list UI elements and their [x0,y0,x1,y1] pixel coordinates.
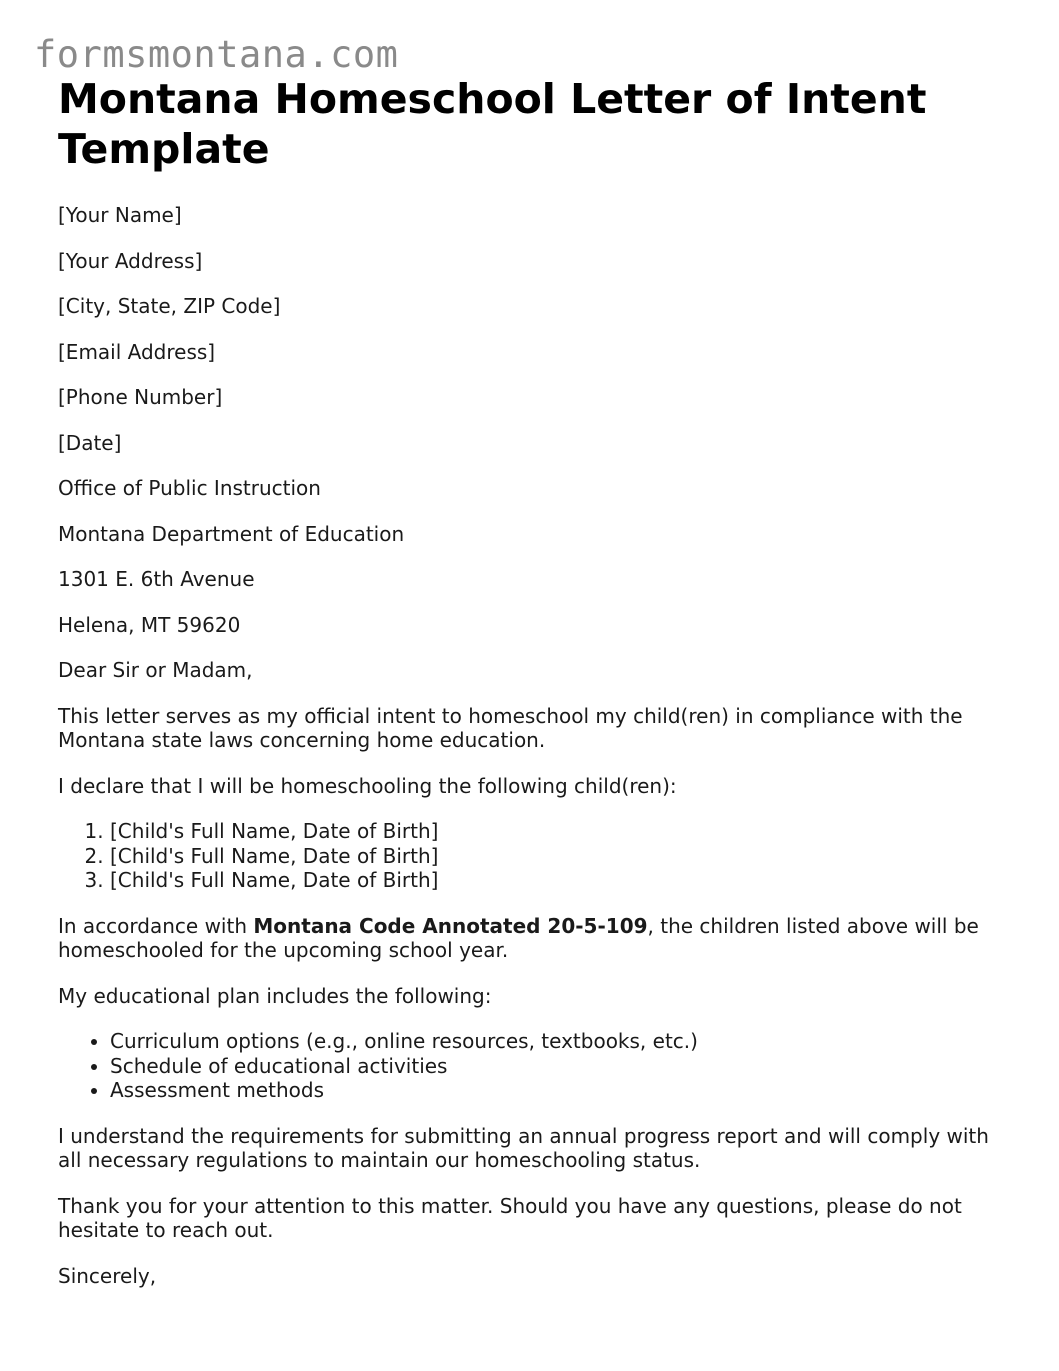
sender-city-state-zip: [City, State, ZIP Code] [58,294,281,318]
list-item: 3. [Child's Full Name, Date of Birth] [110,868,1008,893]
recipient-city: Helena, MT 59620 [58,612,241,637]
accordance-suffix: , the children listed above will be homeschooled for the upcoming school year. [58,913,979,962]
children-list [58,819,1008,893]
list-item: 1. [Child's Full Name, Date of Birth] [110,819,1008,844]
recipient-street: 1301 E. 6th Avenue [58,567,255,591]
accordance-prefix: In accordance with [58,913,254,938]
code-reference: Montana Code Annotated 20-5-109 [253,913,648,938]
page-title: Montana Homeschool Letter of Intent Template [58,75,927,173]
understand-paragraph: I understand the requirements for submitting an annual progress report and will comply with all necessary regulations to maintain our homeschooling status. [58,1123,989,1172]
plan-intro: My educational plan includes the following: [58,983,492,1008]
sender-email: [Email Address] [58,339,216,364]
recipient-department: Montana Department of Education [58,521,405,546]
list-item: • Assessment methods [110,1078,1008,1103]
salutation: Dear Sir or Madam, [58,658,253,682]
thanks-paragraph: Thank you for your attention to this matter. Should you have any questions, please do not hesitate to reach out. [58,1193,962,1242]
letter-date: [Date] [58,430,122,455]
accordance-paragraph [58,914,1008,963]
letter-page [58,74,1008,1309]
plan-list [58,1029,1008,1103]
recipient-office: Office of Public Instruction [58,476,321,500]
sender-name: [Your Name] [58,203,182,227]
declare-paragraph: I declare that I will be homeschooling the following child(ren): [58,773,677,798]
watermark: formsmontana.com [34,33,399,76]
sender-address: [Your Address] [58,248,203,273]
intro-paragraph: This letter serves as my official intent to homeschool my child(ren) in compliance with the Montana state laws concerning home education. [58,703,963,752]
list-item: • Schedule of educational activities [110,1054,1008,1079]
sender-phone: [Phone Number] [58,385,223,409]
list-item: • Curriculum options (e.g., online resources, textbooks, etc.) [110,1029,1008,1054]
closing: Sincerely, [58,1263,157,1288]
list-item: 2. [Child's Full Name, Date of Birth] [110,844,1008,869]
